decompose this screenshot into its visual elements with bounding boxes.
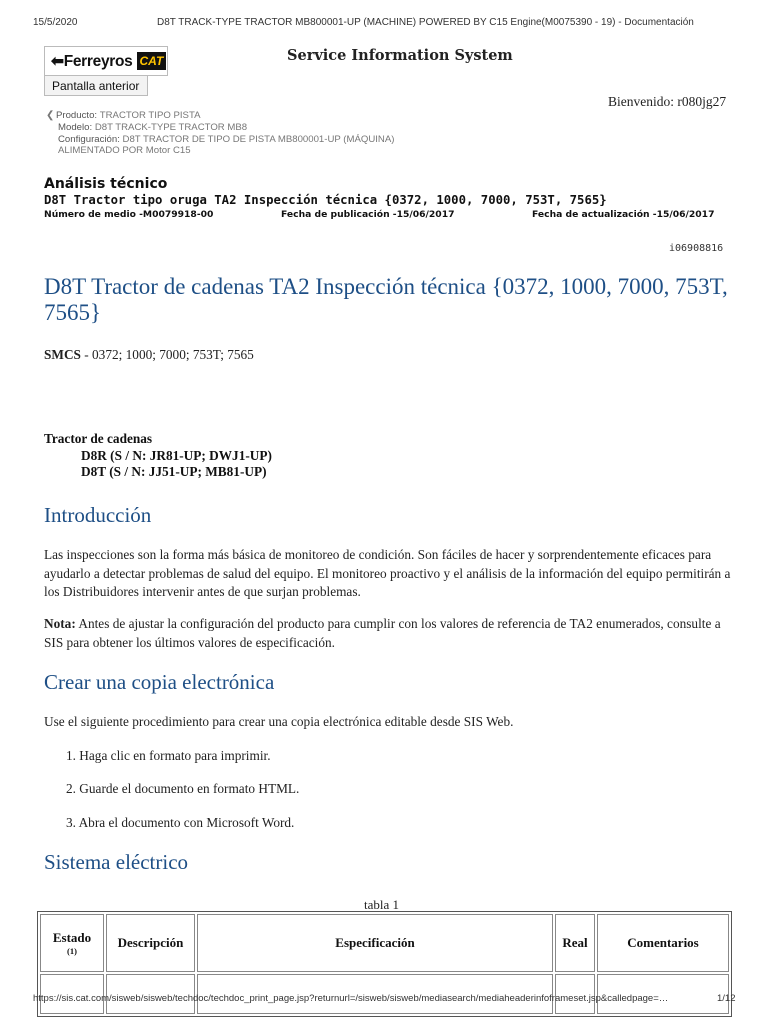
model-label: Modelo: — [58, 121, 93, 133]
step-item: 2. Guarde el documento en formato HTML. — [66, 781, 300, 796]
config-row — [46, 134, 394, 146]
media-number: Número de medio -M0079918-00 — [44, 209, 214, 220]
product-value: TRACTOR TIPO PISTA — [99, 110, 201, 121]
print-date: 15/5/2020 — [33, 17, 78, 28]
estado-footnote[interactable]: (1) — [67, 946, 77, 956]
print-page-number: 1/12 — [717, 993, 736, 1004]
col-real: Real — [555, 914, 595, 972]
estado-label: Estado — [52, 930, 92, 945]
machine-item: D8T (S / N: JJ51-UP; MB81-UP) — [81, 464, 267, 479]
electrical-heading: Sistema eléctrico — [44, 850, 189, 874]
config-label: Configuración: — [58, 133, 120, 145]
main-title: D8T Tractor de cadenas TA2 Inspección técnica {0372, 1000, 7000, 753T, 7565} — [44, 274, 728, 325]
smcs-value: - 0372; 1000; 7000; 753T; 7565 — [80, 347, 254, 362]
chevron-left-icon[interactable]: ❮ — [46, 110, 55, 121]
previous-screen-button[interactable]: Pantalla anterior — [44, 76, 148, 96]
col-especificacion: Especificación — [197, 914, 553, 972]
table-header-row — [40, 914, 729, 972]
model-row — [46, 122, 394, 134]
analysis-subtitle: D8T Tractor tipo oruga TA2 Inspección técnica {0372, 1000, 7000, 753T, 7565} — [44, 193, 607, 207]
col-comentarios: Comentarios — [597, 914, 729, 972]
model-value: D8T TRACK-TYPE TRACTOR MB8 — [94, 121, 248, 133]
machine-item: D8R (S / N: JR81-UP; DWJ1-UP) — [81, 447, 272, 463]
print-title: D8T TRACK-TYPE TRACTOR MB800001-UP (MACHINE) POWERED BY C15 Engine(M0075390 - 19) - Documentación — [157, 17, 694, 28]
config-row-2: ALIMENTADO POR Motor C15 — [58, 145, 191, 157]
update-date: Fecha de actualización -15/06/2017 — [532, 209, 715, 220]
copy-intro: Use el siguiente procedimiento para crear una copia electrónica editable desde SIS Web. — [44, 714, 514, 729]
product-info — [46, 110, 394, 157]
publication-date: Fecha de publicación -15/06/2017 — [281, 209, 455, 220]
cat-badge: CAT — [137, 52, 167, 70]
intro-heading: Introducción — [44, 503, 152, 527]
note-text: Antes de ajustar la configuración del producto para cumplir con los valores de referencia de TA2 enumerados, consulte a SIS para obtener los últimos valores de especificación. — [44, 616, 721, 650]
intro-paragraph: Las inspecciones son la forma más básica de monitoreo de condición. Son fáciles de hacer y sorprendentemente eficaces para ayudarlo a detectar problemas de salud del equipo. El monitoreo proactivo y el análisis de la información del equipo permitirán a los Distribuidores intervenir antes de que surjan problemas. — [44, 547, 731, 599]
config-value: D8T TRACTOR DE TIPO DE PISTA MB800001-UP (MÁQUINA) — [122, 133, 395, 145]
step-item: 3. Abra el documento con Microsoft Word. — [66, 815, 295, 830]
smcs-label: SMCS — [44, 347, 81, 362]
machine-list — [44, 431, 272, 481]
col-estado — [40, 914, 104, 972]
logo-text: ⬅Ferreyros — [51, 52, 133, 70]
product-label: Producto: — [56, 110, 98, 121]
document-id: i06908816 — [669, 243, 724, 254]
machines-title: Tractor de cadenas — [44, 431, 153, 446]
col-descripcion: Descripción — [106, 914, 195, 972]
table-caption: tabla 1 — [364, 897, 400, 912]
copy-heading: Crear una copia electrónica — [44, 670, 275, 694]
note-paragraph — [44, 615, 734, 652]
welcome-user: Bienvenido: r080jg27 — [608, 94, 727, 109]
system-title: Service Information System — [287, 47, 513, 64]
smcs-line — [44, 346, 254, 365]
logo-arrow-icon: ⬅ — [51, 52, 64, 70]
note-label: Nota: — [44, 616, 76, 631]
step-item: 1. Haga clic en formato para imprimir. — [66, 748, 271, 763]
ferreyros-cat-logo[interactable] — [44, 46, 168, 76]
print-url: https://sis.cat.com/sisweb/sisweb/techdoc/techdoc_print_page.jsp?returnurl=/sisweb/sisweb/mediasearch/mediaheaderinfoframeset.jsp&calledpage=… — [33, 993, 669, 1004]
product-row — [46, 110, 394, 122]
analysis-title: Análisis técnico — [44, 176, 168, 192]
